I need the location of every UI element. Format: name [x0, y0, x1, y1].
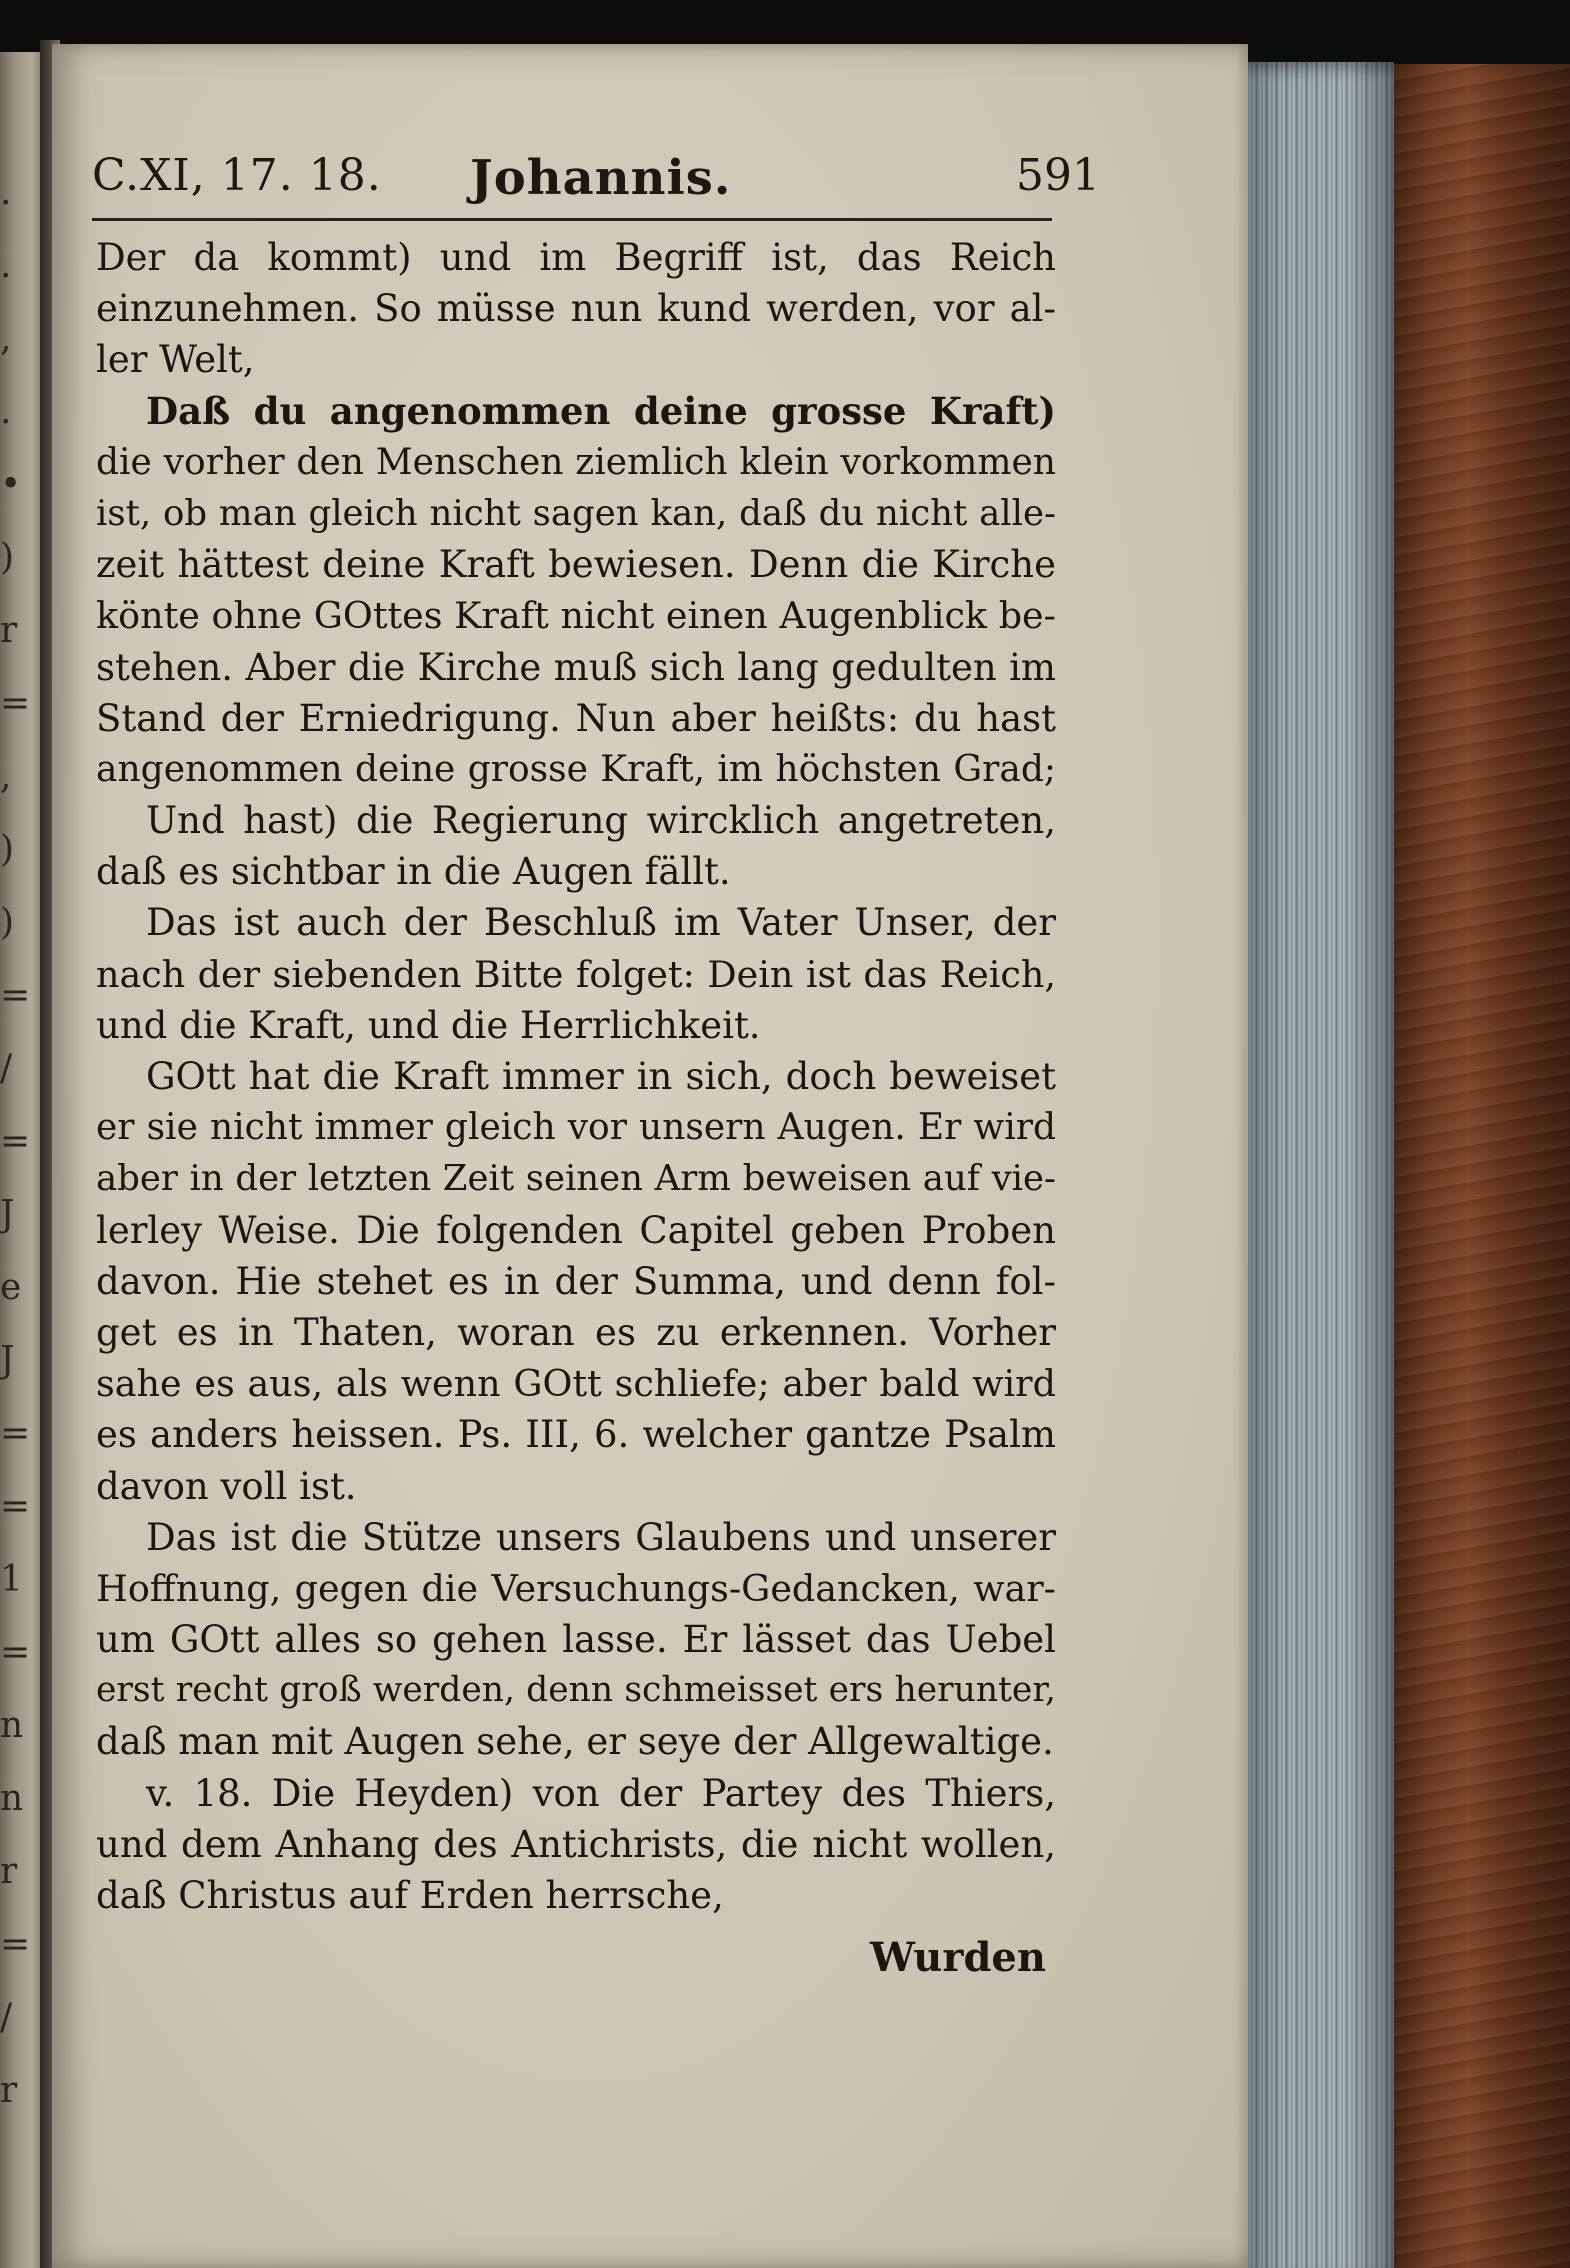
- previous-page-fragment: =: [0, 1413, 31, 1454]
- text-line: get es in Thaten, woran es zu erkennen. Vorher: [96, 1310, 1056, 1354]
- text-line: könte ohne GOttes Kraft nicht einen Augenblick be-: [96, 594, 1056, 638]
- text-line: sahe es aus, als wenn GOtt schliefe; aber bald wird: [96, 1362, 1056, 1406]
- previous-page-fragment: ,: [0, 756, 12, 797]
- previous-page-fragment: =: [0, 1632, 31, 1673]
- text-line: um GOtt alles so gehen lasse. Er lässet das Uebel: [96, 1618, 1056, 1662]
- text-line: er sie nicht immer gleich vor unsern Augen. Er wird: [96, 1107, 1056, 1149]
- previous-page-fragment: r: [0, 2070, 18, 2111]
- text-line: davon voll ist.: [96, 1464, 357, 1508]
- previous-page-fragment: /: [0, 1997, 13, 2038]
- text-line: Daß du angenommen deine grosse Kraft): [146, 388, 1056, 433]
- text-line: daß es sichtbar in die Augen fällt.: [96, 850, 731, 894]
- text-line: GOtt hat die Kraft immer in sich, doch beweiset: [146, 1055, 1056, 1098]
- text-line: angenommen deine grosse Kraft, im höchsten Grad;: [96, 748, 1056, 790]
- previous-page-edge: [0, 52, 42, 2268]
- text-line: zeit hättest deine Kraft bewiesen. Denn die Kirche: [96, 543, 1056, 587]
- text-line: davon. Hie stehet es in der Summa, und denn fol-: [96, 1259, 1056, 1303]
- header-rule: [92, 218, 1052, 221]
- text-line: daß man mit Augen sehe, er seye der Allgewaltige.: [96, 1720, 1054, 1764]
- text-line: aber in der letzten Zeit seinen Arm beweisen auf vie-: [96, 1158, 1056, 1200]
- text-line: und dem Anhang des Antichrists, die nicht wollen,: [96, 1822, 1056, 1866]
- text-line: Stand der Erniedrigung. Nun aber heißts: du hast: [96, 696, 1056, 740]
- text-line: erst recht groß werden, denn schmeisset ers herunter,: [96, 1670, 1056, 1711]
- text-line: Hoffnung, gegen die Versuchungs-Gedancken, war-: [96, 1566, 1056, 1610]
- text-line: und die Kraft, und die Herrlichkeit.: [96, 1003, 761, 1047]
- text-line: es anders heissen. Ps. III, 6. welcher gantze Psalm: [96, 1413, 1056, 1457]
- previous-page-fragment: •: [0, 464, 22, 505]
- previous-page-fragment: =: [0, 1924, 31, 1965]
- text-line: daß Christus auf Erden herrsche,: [96, 1874, 724, 1917]
- text-line: v. 18. Die Heyden) von der Partey des Thiers,: [146, 1771, 1056, 1815]
- previous-page-fragment: 1: [0, 1559, 23, 1600]
- previous-page-fragment: ,: [0, 318, 12, 359]
- chapter-verse-reference: C.XI, 17. 18.: [92, 150, 382, 201]
- text-line: Das ist die Stütze unsers Glaubens und unserer: [146, 1515, 1056, 1559]
- previous-page-fragment: =: [0, 1486, 31, 1527]
- previous-page-fragment: n: [0, 1705, 24, 1746]
- previous-page-fragment: r: [0, 1851, 18, 1892]
- body-text: [96, 232, 1056, 1921]
- text-line: stehen. Aber die Kirche muß sich lang gedulten im: [96, 645, 1056, 689]
- text-line: Das ist auch der Beschluß im Vater Unser, der: [146, 901, 1056, 945]
- previous-page-fragment: e: [0, 1267, 22, 1308]
- text-line: die vorher den Menschen ziemlich klein vorkommen: [96, 441, 1056, 483]
- previous-page-fragment: r: [0, 610, 18, 651]
- text-line: nach der siebenden Bitte folget: Dein ist das Reich,: [96, 952, 1056, 996]
- book-title: Johannis.: [470, 150, 732, 206]
- previous-page-fragment: ): [0, 537, 15, 578]
- text-line: lerley Weise. Die folgenden Capitel geben Proben: [96, 1208, 1056, 1252]
- catchword: Wurden: [870, 1934, 1046, 1981]
- previous-page-fragment: ): [0, 902, 15, 943]
- previous-page-fragment: n: [0, 1778, 24, 1819]
- page-number: 591: [1016, 150, 1100, 201]
- text-line: ler Welt,: [96, 338, 255, 382]
- text-line: ist, ob man gleich nicht sagen kan, daß du nicht alle-: [96, 492, 1056, 534]
- text-line: einzunehmen. So müsse nun kund werden, vor al-: [96, 287, 1056, 331]
- previous-page-fragment: .: [0, 391, 12, 432]
- previous-page-fragment: .: [0, 172, 12, 213]
- text-line: Und hast) die Regierung wircklich angetreten,: [146, 799, 1056, 843]
- previous-page-fragment: J: [0, 1194, 15, 1235]
- previous-page-fragment: /: [0, 1048, 13, 1089]
- previous-page-fragment: J: [0, 1340, 15, 1381]
- previous-page-fragment: .: [0, 245, 12, 286]
- page-fore-edge: [1236, 62, 1394, 2268]
- previous-page-fragment: =: [0, 1121, 31, 1162]
- previous-page-fragment: =: [0, 975, 31, 1016]
- previous-page-fragment: =: [0, 683, 31, 724]
- running-head: [90, 150, 1100, 210]
- previous-page-fragment: ): [0, 829, 15, 870]
- text-line: Der da kommt) und im Begriff ist, das Reich: [96, 236, 1056, 279]
- leather-cover: [1384, 64, 1570, 2268]
